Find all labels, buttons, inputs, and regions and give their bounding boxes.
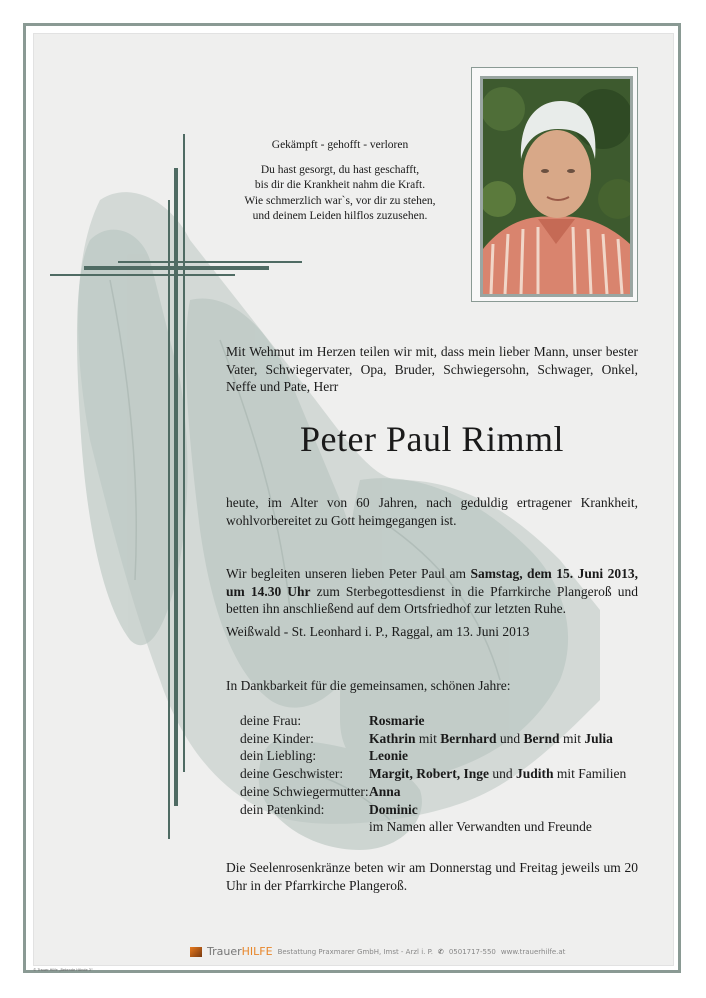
relative-name: Bernhard [440, 730, 497, 746]
relative-name: Leonie [369, 748, 408, 764]
deceased-name: Peter Paul Rimml [300, 419, 564, 459]
relative-row [240, 712, 626, 730]
relative-row [240, 783, 626, 801]
portrait-illustration [483, 79, 630, 294]
relative-names [369, 712, 424, 730]
cross-thin-horizontal-bottom [50, 274, 235, 276]
relative-label: dein Patenkind: [240, 801, 325, 817]
relative-name: Judith [515, 766, 554, 782]
relative-connector: und [488, 766, 516, 782]
relative-row [240, 730, 626, 748]
relative-names [369, 730, 613, 748]
phone-icon: ✆ [437, 947, 444, 956]
footer-company: Bestattung Praxmarer GmbH, Imst - Arzl i. P. [277, 947, 433, 956]
poem-line: bis dir die Krankheit nahm die Kraft. [254, 179, 426, 191]
relative-connector: mit [415, 730, 441, 746]
funeral-text-part2: zum Sterbegottesdienst in die Pfarrkirche Plangeroß und betten ihn anschließend auf dem Ortsfriedhof zur letzten Ruhe. [226, 583, 638, 616]
relative-name: Margit, Robert, Inge [369, 766, 489, 782]
relative-names [369, 747, 408, 765]
footer-website[interactable]: www.trauerhilfe.at [500, 947, 566, 956]
cross-thin-vertical-right [183, 134, 185, 772]
logo-hilfe: HILFE [241, 945, 273, 958]
relative-row [240, 801, 626, 819]
gratitude-heading: In Dankbarkeit für die gemeinsamen, schönen Jahre: [226, 678, 511, 693]
cross-thin-vertical-left [168, 200, 170, 839]
copyright-note: © Trauer Hilfe „Betende Hände 3" [33, 968, 93, 972]
funeral-text-part1: Wir begleiten unseren lieben Peter Paul am [226, 566, 471, 581]
relative-label: deine Geschwister: [240, 766, 344, 782]
relative-label: deine Kinder: [240, 730, 314, 746]
relative-names [369, 818, 592, 836]
funeral-text [226, 565, 638, 618]
poem-line: Wie schmerzlich war`s, vor dir zu stehen, [244, 194, 436, 207]
poem-line: und deinem Leiden hilflos zuzusehen. [252, 210, 428, 222]
place-date: Weißwald - St. Leonhard i. P., Raggal, am 13. Juni 2013 [226, 624, 530, 639]
relative-label: dein Liebling: [240, 748, 317, 764]
relative-connector: mit [559, 730, 585, 746]
relative-name: Bernd [523, 730, 560, 746]
footer [190, 945, 565, 958]
relative-name: Kathrin [369, 730, 416, 746]
logo-trauer: Trauer [207, 945, 242, 958]
funeral-date: Samstag, dem 15. Juni 2013, um 14.30 Uhr [226, 566, 638, 599]
relative-name: Dominic [369, 801, 418, 817]
relative-row [240, 765, 626, 783]
relative-label [240, 818, 369, 836]
relative-name: Anna [369, 783, 401, 799]
relative-label: deine Frau: [240, 713, 302, 728]
logo-text [207, 945, 273, 958]
cross-main-vertical [174, 168, 178, 806]
age-text: heute, im Alter von 60 Jahren, nach geduldig ertragener Krankheit, wohlvorbereitet zu Gott heimgegangen ist. [226, 495, 638, 528]
relative-names [369, 783, 401, 801]
portrait-photo [480, 76, 633, 297]
trauerhilfe-logo-icon [190, 947, 202, 957]
relatives-list [240, 712, 626, 836]
relative-names [369, 801, 418, 819]
cross-main-horizontal [84, 266, 269, 270]
poem [225, 138, 455, 225]
poem-title: Gekämpft - gehofft - verloren [271, 139, 409, 151]
poem-line: Du hast gesorgt, du hast geschafft, [260, 163, 420, 176]
rosary-text: Die Seelenrosenkränze beten wir am Donnerstag und Freitag jeweils um 20 Uhr in der Pfarrkirche Plangeroß. [226, 860, 638, 893]
relative-row [240, 747, 626, 765]
relative-connector: und [496, 730, 524, 746]
relative-connector: mit Familien [553, 766, 627, 782]
relative-label: deine Schwiegermutter: [240, 783, 369, 799]
relative-row [240, 818, 626, 836]
relative-connector: im Namen aller Verwandten und Freunde [369, 819, 592, 835]
intro-text: Mit Wehmut im Herzen teilen wir mit, dass mein lieber Mann, unser bester Vater, Schwiegervater, Opa, Bruder, Schwiegersohn, Schwager, Onkel, Neffe und Pate, Herr [226, 344, 638, 394]
relative-names [369, 765, 626, 783]
footer-phone: 0501717-550 [448, 947, 496, 956]
relative-name: Rosmarie [369, 713, 425, 728]
cross-thin-horizontal-top [118, 261, 302, 263]
relative-name: Julia [584, 730, 613, 746]
